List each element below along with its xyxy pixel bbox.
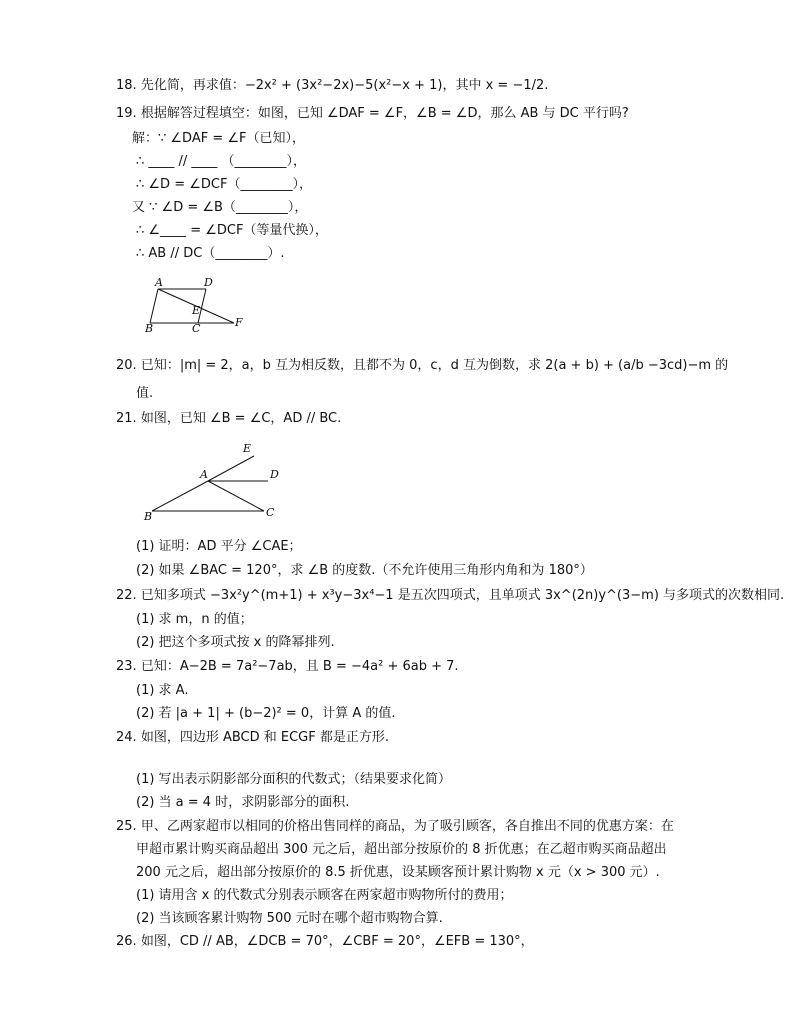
question-text: 根据解答过程填空：如图，已知 ∠DAF = ∠F，∠B = ∠D，那么 AB 与 DC 平行吗? (140, 106, 629, 121)
question-number: 18. (116, 78, 137, 93)
question-22 (116, 587, 784, 605)
answer-step: ∴ ∠____ = ∠DCF（等量代换）， (136, 223, 328, 238)
question-24 (116, 729, 389, 747)
question-24-part-2: (2) 当 a = 4 时，求阴影部分的面积. (136, 795, 350, 810)
point-label: C (266, 506, 275, 519)
question-number: 20. (116, 358, 137, 373)
point-label: D (270, 468, 279, 481)
figure-q21-angles (140, 440, 290, 525)
point-label: E (243, 442, 252, 455)
question-25 (116, 818, 674, 836)
answer-step: ∴ ∠D = ∠DCF（________）， (136, 177, 312, 192)
question-21-part-1: (1) 证明：AD 平分 ∠CAE； (136, 539, 302, 554)
point-label: E (192, 304, 201, 317)
question-25-line-3: 200 元之后，超出部分按原价的 8.5 折优惠，设某顾客预计累计购物 x 元（x > 300 元）. (136, 865, 660, 880)
answer-step: ∴ ____ // ____ （________）， (136, 154, 307, 169)
question-text: 如图，四边形 ABCD 和 ECGF 都是正方形. (140, 730, 390, 745)
question-text: 已知：|m| = 2，a，b 互为相反数，且都不为 0，c，d 互为倒数，求 2(a + b) + (a/b −3cd)−m 的 (140, 358, 729, 373)
answer-step: 又 ∵ ∠D = ∠B（________）， (132, 200, 308, 215)
question-20 (116, 357, 728, 375)
question-21-part-2: (2) 如果 ∠BAC = 120°，求 ∠B 的度数.（不允许使用三角形内角和为 180°） (136, 563, 593, 578)
question-text: 已知多项式 −3x²y^(m+1) + x³y−3x⁴−1 是五次四项式，且单项式 3x^(2n)y^(3−m) 与多项式的次数相同. (140, 588, 785, 603)
question-number: 23. (116, 659, 137, 674)
question-19 (116, 105, 629, 123)
question-23-part-2: (2) 若 |a + 1| + (b−2)² = 0，计算 A 的值. (136, 706, 396, 721)
answer-step: ∴ AB // DC（________）. (136, 246, 285, 261)
question-18 (116, 77, 548, 95)
figure-q19-parallel-lines (142, 274, 252, 334)
question-25-part-2: (2) 当该顾客累计购物 500 元时在哪个超市购物合算. (136, 911, 443, 926)
question-number: 26. (116, 934, 137, 949)
question-number: 21. (116, 411, 137, 426)
question-text: 如图，已知 ∠B = ∠C，AD // BC. (140, 411, 342, 426)
question-number: 24. (116, 730, 137, 745)
question-23-part-1: (1) 求 A. (136, 683, 189, 698)
question-number: 22. (116, 588, 137, 603)
point-label: A (200, 468, 208, 481)
question-22-part-1: (1) 求 m，n 的值； (136, 612, 253, 627)
question-25-line-2: 甲超市累计购买商品超出 300 元之后，超出部分按原价的 8 折优惠；在乙超市购买商品超出 (136, 842, 667, 857)
question-text: 先化简，再求值：−2x² + (3x²−2x)−5(x²−x + 1)，其中 x = −1/2. (140, 78, 549, 93)
question-text: 已知：A−2B = 7a²−7ab，且 B = −4a² + 6ab + 7. (140, 659, 459, 674)
question-22-part-2: (2) 把这个多项式按 x 的降幂排列. (136, 635, 335, 650)
point-label: C (192, 322, 201, 334)
point-label: A (155, 276, 163, 289)
point-label: F (235, 316, 243, 329)
question-26 (116, 933, 534, 951)
question-number: 19. (116, 106, 137, 121)
question-21 (116, 410, 341, 428)
answer-step: 解：∵ ∠DAF = ∠F（已知）， (132, 131, 305, 146)
question-23 (116, 658, 459, 676)
question-text: 甲、乙两家超市以相同的价格出售同样的商品，为了吸引顾客，各自推出不同的优惠方案：在 (140, 819, 674, 834)
question-20-continued: 值. (136, 386, 154, 401)
question-text: 如图，CD // AB，∠DCB = 70°，∠CBF = 20°，∠EFB = 130°， (140, 934, 534, 949)
point-label: D (204, 276, 213, 289)
question-25-part-1: (1) 请用含 x 的代数式分别表示顾客在两家超市购物所付的费用； (136, 888, 513, 903)
question-24-part-1: (1) 写出表示阴影部分面积的代数式；（结果要求化简） (136, 772, 452, 787)
point-label: B (144, 510, 153, 523)
question-number: 25. (116, 819, 137, 834)
point-label: B (145, 322, 154, 334)
